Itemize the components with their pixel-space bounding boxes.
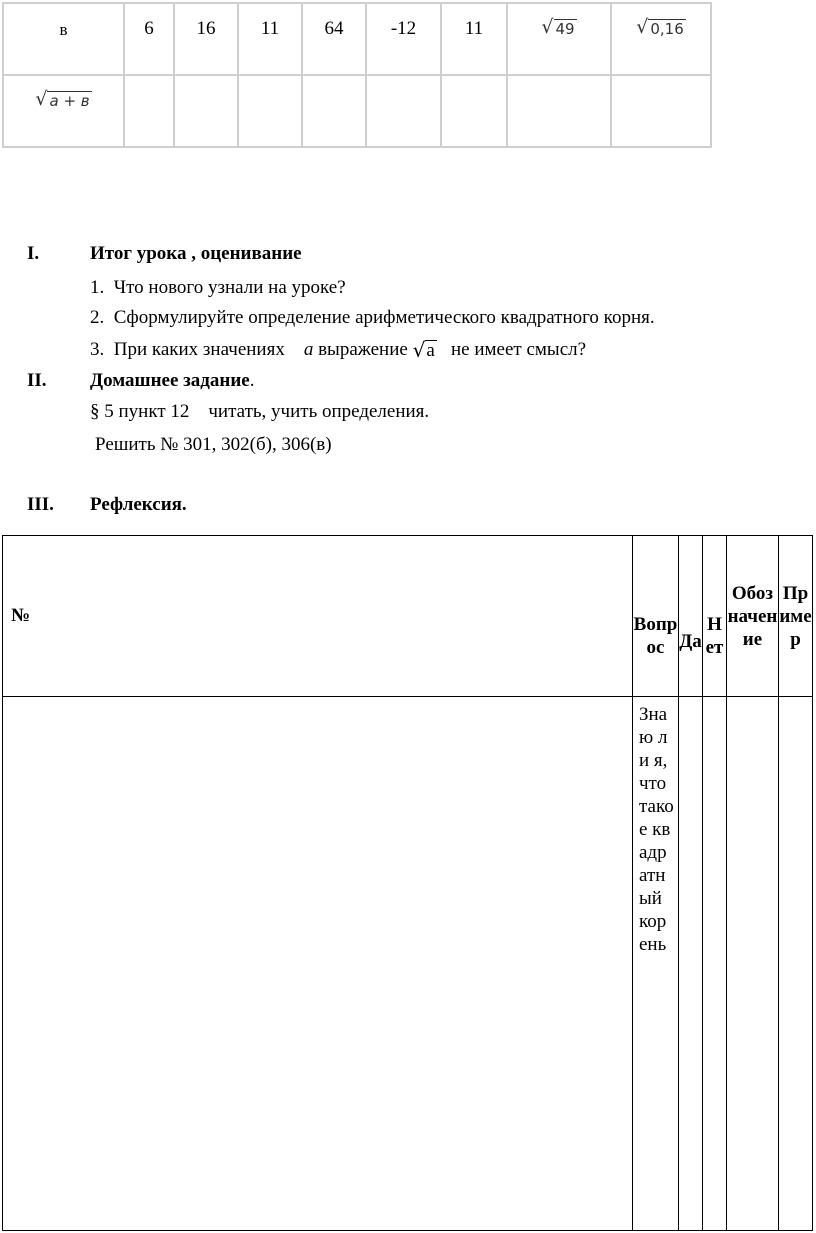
radicand: a + в — [49, 92, 90, 110]
empty-cell — [238, 75, 302, 147]
row-label-cell — [3, 3, 124, 75]
header-cell-no — [703, 536, 727, 697]
list-number: 1. — [90, 277, 105, 298]
sqrt-cell — [507, 3, 611, 75]
value-cell — [174, 3, 238, 75]
list-text: Что нового узнали на уроке? — [113, 277, 346, 298]
value-cell — [366, 3, 441, 75]
header-label: № — [11, 605, 31, 626]
example-cell[interactable] — [779, 697, 813, 1231]
table-row — [3, 697, 813, 1231]
reflection-table — [2, 535, 813, 1231]
section-numeral: I. — [27, 243, 40, 264]
variable: а — [303, 339, 314, 360]
title-suffix: . — [249, 370, 255, 391]
sqrt-cell — [611, 3, 711, 75]
value-cell — [441, 3, 507, 75]
radical-sign-icon: √ — [412, 338, 426, 362]
section-title: Домашнее задание — [90, 370, 250, 391]
radicand: 0,16 — [650, 20, 684, 38]
list-text: не имеет смысл? — [451, 339, 587, 360]
empty-cell — [507, 75, 611, 147]
empty-cell — [174, 75, 238, 147]
empty-cell — [302, 75, 366, 147]
sqrt-expression — [35, 90, 91, 110]
list-text: Сформулируйте определение арифметического квадратного корня. — [113, 307, 655, 328]
homework-task: читать, учить определения. — [208, 401, 430, 422]
answer-yes-cell[interactable] — [679, 697, 703, 1231]
question-text: Знаю ли я, что такое квадратный корень — [639, 704, 674, 955]
header-label: Да — [679, 630, 702, 652]
section-numeral: II. — [27, 370, 47, 391]
list-number: 3. — [90, 339, 105, 360]
header-cell-yes — [679, 536, 703, 697]
table-header-row — [3, 536, 813, 697]
value-cell — [238, 3, 302, 75]
cell-value: 11 — [464, 18, 484, 39]
header-cell-notation — [727, 536, 779, 697]
header-label: Обозначение — [727, 582, 778, 650]
homework-paragraph: § 5 пункт 12 — [90, 401, 190, 422]
radical-sign-icon: √ — [636, 16, 649, 38]
homework-line: Решить № 301, 302(б), 306(в) — [95, 434, 332, 455]
table-row — [3, 75, 711, 147]
values-table — [2, 2, 712, 148]
row-number-cell — [3, 697, 633, 1231]
empty-cell — [441, 75, 507, 147]
radical-sign-icon: √ — [541, 16, 554, 38]
list-item — [90, 277, 346, 299]
header-cell-question — [633, 536, 679, 697]
homework-line — [90, 401, 429, 423]
cell-value: 64 — [324, 18, 344, 39]
table-row — [3, 3, 711, 75]
list-text: При каких значениях — [113, 339, 285, 360]
radicand: 49 — [555, 20, 575, 38]
empty-cell — [611, 75, 711, 147]
value-cell — [302, 3, 366, 75]
header-label: Пример — [779, 582, 812, 650]
header-label: Нет — [705, 614, 724, 658]
answer-no-cell[interactable] — [703, 697, 727, 1231]
row-label-cell — [3, 75, 124, 147]
cell-value: 16 — [196, 18, 216, 39]
empty-cell — [366, 75, 441, 147]
row-label: в — [59, 20, 68, 39]
header-cell-example — [779, 536, 813, 697]
list-number: 2. — [90, 307, 105, 328]
header-label: Вопрос — [633, 614, 678, 658]
list-item — [90, 307, 655, 329]
section-title: Рефлексия. — [90, 494, 187, 515]
cell-value: 6 — [144, 18, 154, 39]
value-cell — [124, 3, 174, 75]
cell-value: 11 — [260, 18, 280, 39]
cell-value: -12 — [390, 18, 417, 39]
sqrt-expression — [413, 340, 437, 360]
list-text: выражение — [318, 339, 408, 360]
sqrt-expression — [636, 18, 686, 38]
section-title-line — [90, 370, 254, 392]
header-cell-number — [3, 536, 633, 697]
radical-sign-icon: √ — [35, 88, 48, 110]
section-title: Итог урока , оценивание — [90, 243, 302, 264]
radicand: a — [426, 340, 435, 361]
question-cell — [633, 697, 679, 1231]
sqrt-expression — [541, 18, 576, 38]
empty-cell — [124, 75, 174, 147]
section-numeral: III. — [27, 494, 54, 515]
notation-cell[interactable] — [727, 697, 779, 1231]
list-item — [90, 339, 586, 361]
